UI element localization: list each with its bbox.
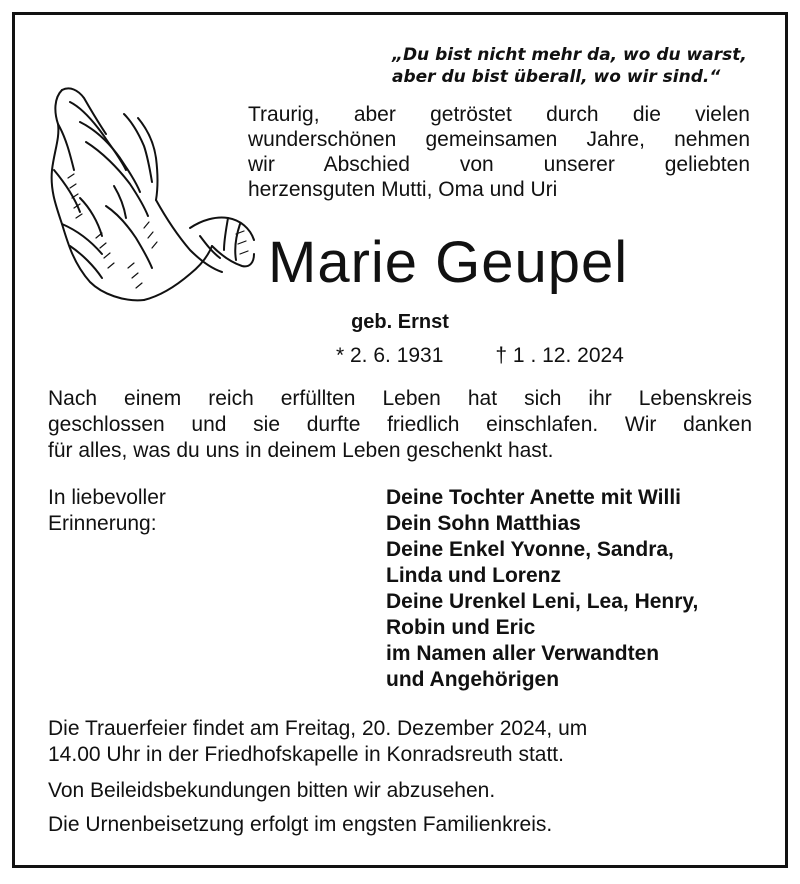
intro-line: Traurig, aber getröstet durch die vielen (248, 103, 750, 126)
praying-hands-icon (40, 78, 260, 318)
funeral-line-2: 14.00 Uhr in der Friedhofskapelle in Konradsreuth statt. (48, 743, 564, 766)
maiden-name: geb. Ernst (351, 311, 449, 333)
family-line: und Angehörigen (386, 668, 560, 691)
family-line: im Namen aller Verwandten (386, 642, 660, 665)
life-dates (336, 343, 624, 369)
family-line: Dein Sohn Matthias (386, 512, 581, 535)
intro-line: herzensguten Mutti, Oma und Uri (248, 178, 558, 201)
funeral-info (48, 716, 758, 768)
funeral-line-1: Die Trauerfeier findet am Freitag, 20. Dezember 2024, um (48, 717, 588, 740)
memory-line-2: Erinnerung: (48, 512, 157, 535)
quote-line-1: „Du bist nicht mehr da, wo du warst, (392, 45, 747, 65)
memory-label (48, 485, 166, 537)
birth-date: * 2. 6. 1931 (336, 344, 444, 367)
death-date: † 1 . 12. 2024 (495, 344, 624, 367)
paragraph-line: geschlossen und sie durfte friedlich einschlafen. Wir danken (48, 413, 752, 436)
memory-line-1: In liebevoller (48, 486, 166, 509)
memorial-quote (392, 44, 752, 88)
family-line: Linda und Lorenz (386, 564, 561, 587)
paragraph-line: Nach einem reich erfüllten Leben hat sich ihr Lebenskreis (48, 387, 752, 410)
condolences-note: Von Beileidsbekundungen bitten wir abzusehen. (48, 779, 496, 802)
life-paragraph (48, 386, 752, 464)
family-list (386, 485, 698, 693)
family-line: Deine Urenkel Leni, Lea, Henry, (386, 590, 699, 613)
family-line: Robin und Eric (386, 616, 536, 639)
urn-burial-note: Die Urnenbeisetzung erfolgt im engsten Familienkreis. (48, 813, 553, 836)
paragraph-line: für alles, was du uns in deinem Leben geschenkt hast. (48, 439, 554, 462)
quote-line-2: aber du bist überall, wo wir sind.“ (392, 67, 721, 87)
family-line: Deine Tochter Anette mit Willi (386, 486, 682, 509)
intro-line: wunderschönen gemeinsamen Jahre, nehmen (248, 128, 750, 151)
family-line: Deine Enkel Yvonne, Sandra, (386, 538, 674, 561)
deceased-name: Marie Geupel (268, 230, 629, 295)
intro-text (248, 102, 750, 202)
intro-line: wir Abschied von unserer geliebten (248, 153, 750, 176)
